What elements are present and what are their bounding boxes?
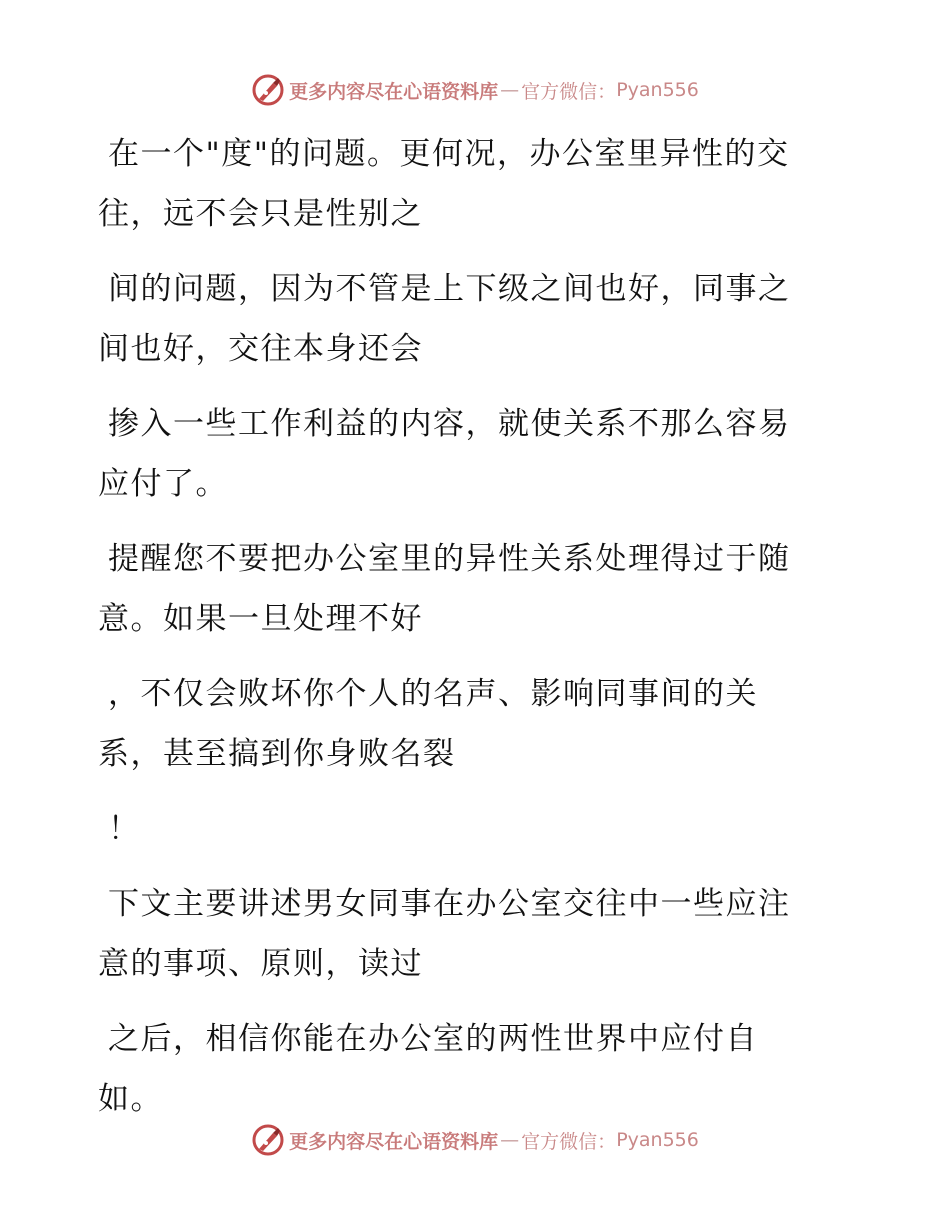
- watermark-sub-text: 官方微信：: [521, 1130, 617, 1153]
- paragraph-line: 下文主要讲述男女同事在办公室交往中一些应注: [108, 886, 791, 922]
- paragraph: [98, 1009, 838, 1129]
- paragraph-line: 往，远不会只是性别之: [98, 196, 423, 232]
- paragraph-line: 提醒您不要把办公室里的异性关系处理得过于随: [108, 541, 791, 577]
- paragraph: [98, 259, 838, 379]
- paragraph: [98, 799, 838, 859]
- paragraph: [98, 664, 838, 784]
- document-body: [98, 124, 838, 1144]
- paragraph-line: 在一个"度"的问题。更何况，办公室里异性的交: [108, 136, 790, 172]
- watermark-main-text: 更多内容尽在心语资料库: [289, 80, 499, 103]
- watermark-dash: —: [500, 1129, 520, 1151]
- paragraph-line: 之后，相信你能在办公室的两性世界中应付自: [108, 1021, 758, 1057]
- paragraph-line: 如。: [98, 1081, 163, 1117]
- paragraph-line: 应付了。: [98, 466, 228, 502]
- paragraph-line: 意的事项、原则，读过: [98, 946, 423, 982]
- paragraph-line: ！: [108, 811, 141, 847]
- paragraph-line: 间的问题，因为不管是上下级之间也好，同事之: [108, 271, 791, 307]
- paragraph-line: 系，甚至搞到你身败名裂: [98, 736, 456, 772]
- watermark-dash: —: [500, 79, 520, 101]
- watermark-sub-text: 官方微信：: [521, 80, 617, 103]
- footer-watermark: [0, 1120, 950, 1160]
- paragraph-line: ，不仅会败坏你个人的名声、影响同事间的关: [108, 676, 758, 712]
- paragraph: [98, 529, 838, 649]
- pen-logo-icon: [251, 1123, 285, 1157]
- paragraph: [98, 124, 838, 244]
- header-watermark: [0, 70, 950, 110]
- paragraph: [98, 874, 838, 994]
- watermark-main-text: 更多内容尽在心语资料库: [289, 1130, 499, 1153]
- watermark-wechat-id: Pyan556: [616, 79, 699, 101]
- paragraph-line: 间也好，交往本身还会: [98, 331, 423, 367]
- watermark-wechat-id: Pyan556: [616, 1129, 699, 1151]
- paragraph-line: 掺入一些工作利益的内容，就使关系不那么容易: [108, 406, 791, 442]
- pen-logo-icon: [251, 73, 285, 107]
- paragraph-line: 意。如果一旦处理不好: [98, 601, 423, 637]
- paragraph: [98, 394, 838, 514]
